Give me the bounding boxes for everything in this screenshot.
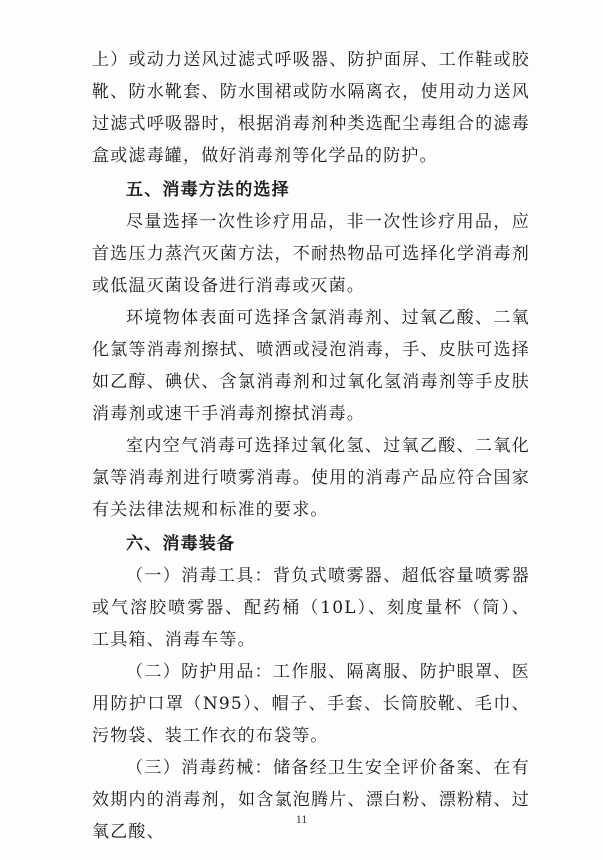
page-number: 11 [295,812,308,826]
paragraph-medical-supplies: 尽量选择一次性诊疗用品，非一次性诊疗用品，应首选压力蒸汽灭菌方法，不耐热物品可选择化学消毒剂或低温灭菌设备进行消毒或灭菌。 [92,212,530,296]
section-heading-disinfection-equipment: 六、消毒装备 [126,534,236,554]
paragraph-air-disinfection: 室内空气消毒可选择过氧化氢、过氧乙酸、二氧化氯等消毒剂进行喷雾消毒。使用的消毒产品应符合国家有关法律法规和标准的要求。 [92,436,530,520]
section-heading-disinfection-method: 五、消毒方法的选择 [126,180,290,200]
paragraph-surface-disinfection: 环境物体表面可选择含氯消毒剂、过氧乙酸、二氧化氯等消毒剂擦拭、喷洒或浸泡消毒，手、皮肤可选择如乙醇、碘伏、含氯消毒剂和过氧化氢消毒剂等手皮肤消毒剂或速干手消毒剂擦拭消毒。 [92,308,530,424]
paragraph-ppe-continued: 上）或动力送风过滤式呼吸器、防护面屏、工作鞋或胶靴、防水靴套、防水围裙或防水隔离衣，使用动力送风过滤式呼吸器时，根据消毒剂种类选配尘毒组合的滤毒盒或滤毒罐，做好消毒剂等化学品的防护。 [92,50,530,166]
paragraph-disinfection-chemicals: （三）消毒药械：储备经卫生安全评价备案、在有效期内的消毒剂，如含氯泡腾片、漂白粉、漂粉精、过氧乙酸、 [92,758,530,842]
paragraph-disinfection-tools: （一）消毒工具：背负式喷雾器、超低容量喷雾器或气溶胶喷雾器、配药桶（10L）、刻度量杯（筒）、工具箱、消毒车等。 [92,566,530,650]
paragraph-protective-gear: （二）防护用品：工作服、隔离服、防护眼罩、医用防护口罩（N95）、帽子、手套、长筒胶靴、毛巾、污物袋、装工作衣的布袋等。 [92,662,530,746]
document-body [92,44,530,848]
